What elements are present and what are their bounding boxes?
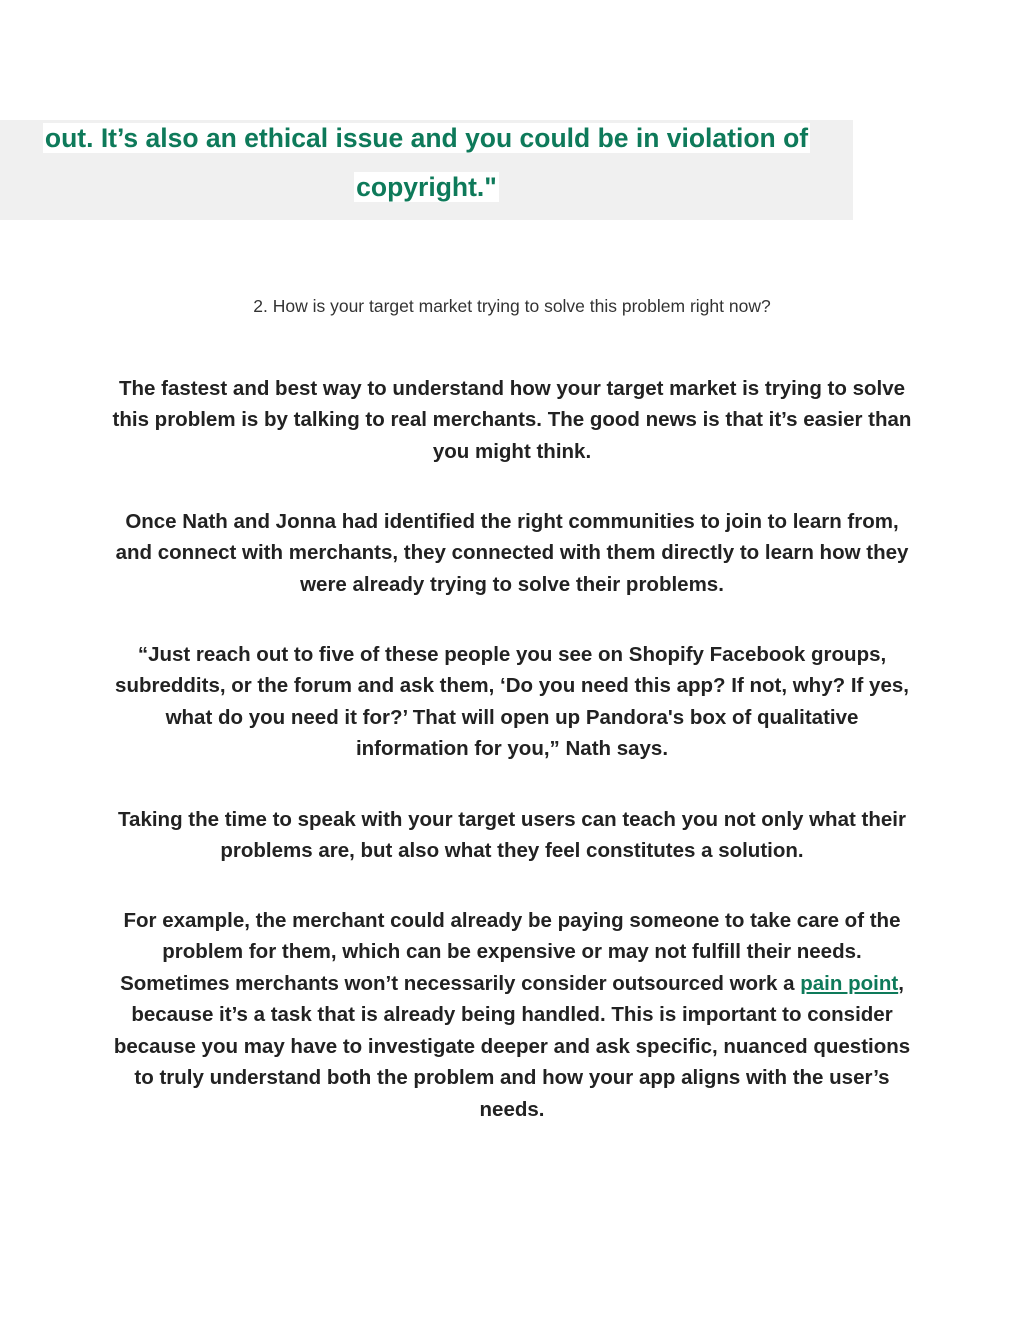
paragraph-talk-to-merchants: The fastest and best way to understand how your target market is trying to solve this problem is by talking to real merchants. The good news is that it’s easier than you might think.: [112, 376, 912, 463]
paragraph-nath-quote: “Just reach out to five of these people you see on Shopify Facebook groups, subreddits, or the forum and ask them, ‘Do you need this app? If not, why? If yes, what do you need it for?’ That will open up Pandora's box of qualitative information for you,” Nath says.: [115, 642, 909, 760]
pull-quote-text-2: copyright.": [356, 172, 497, 202]
pain-point-link[interactable]: pain point: [800, 971, 899, 995]
paragraph-example-end: , because it’s a task that is already being handled. This is important to consider because you may have to investigate deeper and ask specific, nuanced questions to truly understand both the problem and how your app aligns with the user’s needs.: [113, 971, 911, 1121]
pull-quote-line-2: [0, 170, 853, 204]
paragraph-example-start: For example, the merchant could already be paying someone to take care of the problem for them, which can be expensive or may not fulfill their needs. Sometimes merchants won’t necessarily consider outsourced work a: [120, 908, 901, 995]
paragraph-target-users: Taking the time to speak with your target users can teach you not only what their problems are, but also what they feel constitutes a solution.: [118, 807, 906, 862]
pull-quote-text-1: out. It’s also an ethical issue and you could be in violation of: [44, 123, 809, 153]
paragraph-nath-jonna: Once Nath and Jonna had identified the right communities to join to learn from, and connect with merchants, they connected with them directly to learn how they were already trying to solve their problems.: [115, 509, 909, 596]
paragraph-example: [112, 905, 912, 1126]
pull-quote-line-1: [0, 121, 853, 155]
section-subheading: 2. How is your target market trying to solve this problem right now?: [253, 296, 771, 316]
